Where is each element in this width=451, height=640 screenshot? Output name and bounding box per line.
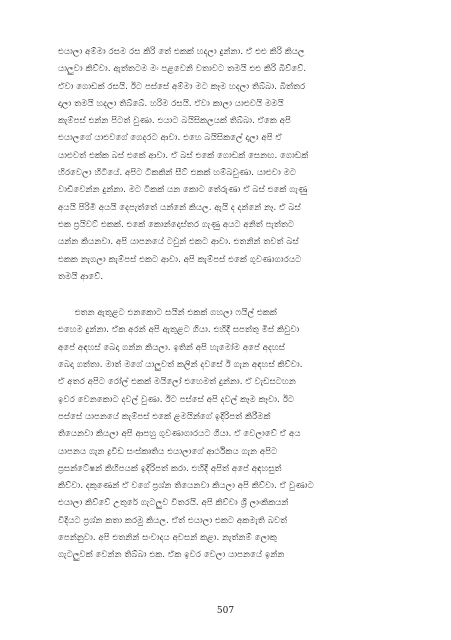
text-line: පස්සේ යාපනයේ කැම්පස් එකේ ළමයින්ගේ ඉදිරිපත් කිරීමක් <box>58 411 271 422</box>
text-line: එයාලගේ යාළුවගේ ගෙදරට ආවා. එහෙ බයිසිකලේ දාලා අපි ඒ <box>58 133 282 144</box>
page-number: 507 <box>216 606 235 616</box>
text-line: කැම්පස් එන්න පිටත් වුණා. එයාට බයිසිකලයක් තිබ්බා. ඒකෙ අපි <box>58 116 291 127</box>
text-line: එයාලා අම්මා රසම රස කිරි තේ එකක් හදලා දුන්නා. ඒ එළු කිරි කියල <box>58 47 305 57</box>
text-line: ඒවා ගොඩක් රසයි. ඊට පස්සේ අම්මා මට කෑම හදලා තිබ්බා. බිත්තර <box>58 81 306 92</box>
paragraph-1 <box>58 44 398 286</box>
text-line: තියෙනවා කියලා අපි ආපහු ගුවණාගාරයට ගියා. ඒ වෙලාවේ ඒ අය <box>58 429 301 440</box>
text-line: ඉවර වෙනකොට දවල් වුණා. ඊට පස්සේ අපි දවල් කෑම කෑවා. ඊට <box>58 394 295 405</box>
text-line: එක ප්‍රයිවට් එකක්. එකේ කොන්දොස්තර ගැණු අයට අනිත් පැත්තට <box>58 219 295 230</box>
text-line: ඒ අතර අපිට රෝල් එකක් මයිලෝ එහෙමත් දුන්නා. ඒ වැඩසටහන <box>58 377 296 388</box>
text-line: යන්න කියනවා. අපි යාපනයේ ටවුන් එකට ආවා. එතනින් තවත් බස් <box>58 237 299 248</box>
text-line: අපේ අඳහස් බෙදා ගන්න කියලා. ඉතින් අපි හැමෝම අපේ අදහස් <box>58 342 285 353</box>
text-line: බෙදා ගත්තා. මාත් මගේ යාලුවත් කලින් දවසේ ඊ ගැන අඳහස් කිව්වා. <box>58 360 303 371</box>
text-line: විදියට ප්‍රශ්න කතා කරමු කියල. ඒත් එයාලා එකට අකමැති බවත් <box>58 515 288 526</box>
text-line: අයයි පිරිමි අයයි දෙපැත්තේ යන්නේ කියල. ඇයි ද දන්නේ නෑ. ඒ බස් <box>58 202 301 213</box>
text-line: ගැටලුවක් වෙන්න තිබ්බා එක. ඒක ඉවර වෙලා යාපනයේ ඉන්න <box>58 550 285 561</box>
paragraph-2 <box>58 305 398 564</box>
text-line: යාලුවා කිව්වා. ඇත්තටම මං පළවෙනි වතාවට තමයි එළු කිරි බිව්වේ. <box>58 64 307 75</box>
document-page <box>58 44 398 565</box>
text-line: කිව්වා. දකුණෙන් ඒ වගේ ප්‍රශ්න තියෙනවා කියලා අපි කිව්වා. ඒ වුණාට <box>58 481 314 492</box>
text-line: එහෙම දුන්නා. ඒක අරන් අපි ඇතුළට ගියා. එහිදී සපත්තු මිස් කිවුවා <box>58 325 300 336</box>
text-line: තමයි ආවේ. <box>58 271 104 282</box>
text-line: ප්‍රසන්ටේෂන් කිහිපයක් ඉදිරිපත් කරා. එහිදී අපිත් අපේ අඳහසුත් <box>58 463 282 474</box>
text-line: එකක නැගලා කැම්පස් එකට ආවා. අපි කැම්පස් එකේ ගුවණාගාරයට <box>58 254 302 265</box>
text-line: දාලා තමයි හදලා තිබ්බේ. හරිම රසයි. ඒවා කාලා යාළුවයි මමයි <box>58 98 284 109</box>
text-line: හිරවෙලා හිටියේ. අපිට ටිකකින් සීට් එකක් හම්බවුණා. යාළුවා මට <box>58 168 297 179</box>
text-line: එයාලා කිව්වේ උතුරේ ගැටලුව විතරයි. අපි කිව්වා ශ්‍රී ලාංකිකයන් <box>58 498 289 509</box>
text-line: යාපනය ගැන ද්‍රවිඩ සංස්කෘතිය එයාලාගේ ආර්ථිකය ගැන අපිට <box>58 446 278 457</box>
text-line: එතන ඇතුළට එනකොට සයින් එකක් ගහලා ෆයිල් එකක් <box>58 308 277 319</box>
text-line: වාඩිවෙන්න දුන්නා. මට ටිකක් යන කොට තේරුණා ඒ බස් එකේ ගැණු <box>58 185 308 196</box>
text-line: පෙන්නුවා. අපි එතනින් සංවාදය අවසන් කළා. නැත්නම් ලොකු <box>58 533 277 544</box>
text-line: යාළුවත් එක්ක බස් එකේ ආවා. ඒ බස් එකේ ගොඩක් සෙනඟ. ගොඩක් <box>58 150 309 161</box>
